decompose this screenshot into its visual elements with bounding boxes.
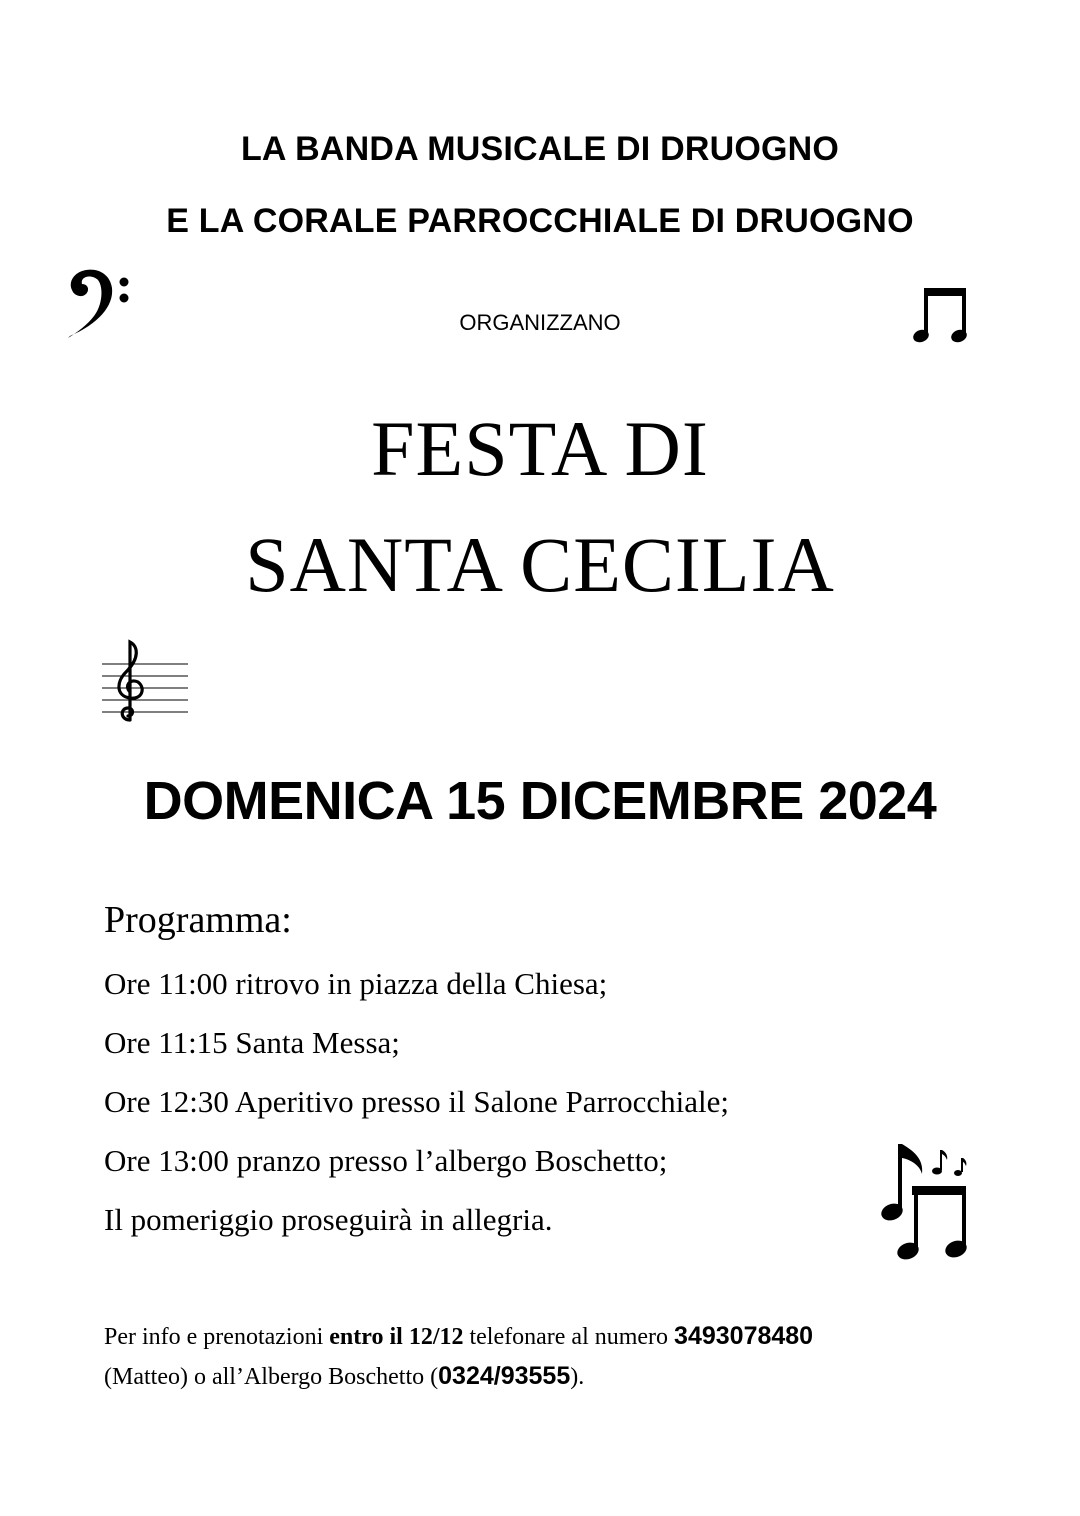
program-item: Il pomeriggio proseguirà in allegria. (104, 1202, 553, 1237)
event-date: DOMENICA 15 DICEMBRE 2024 (143, 771, 937, 831)
program-item: Ore 11:00 ritrovo in piazza della Chiesa; (104, 966, 608, 1001)
treble-clef-staff-icon (100, 636, 190, 726)
info-text: Per info e prenotazioni (104, 1324, 330, 1350)
info-deadline: entro il 12/12 (329, 1324, 464, 1350)
info-text: (Matteo) o all’Albergo Boschetto ( (104, 1364, 439, 1390)
beamed-eighth-notes-icon (910, 284, 972, 346)
program-item: Ore 11:15 Santa Messa; (104, 1025, 400, 1060)
program-heading: Programma: (104, 899, 292, 941)
organizer-line-2: E LA CORALE PARROCCHIALE DI DRUOGNO (166, 202, 914, 240)
organizer-line-1: LA BANDA MUSICALE DI DRUOGNO (240, 130, 840, 168)
info-text: telefonare al numero (463, 1324, 675, 1350)
info-line-1 (104, 1322, 813, 1351)
program-item: Ore 13:00 pranzo presso l’albergo Boschetto; (104, 1143, 668, 1178)
bass-clef-icon (64, 266, 134, 342)
event-title-line-1: FESTA DI (371, 405, 709, 492)
phone-number-albergo: 0324/93555 (438, 1362, 571, 1390)
info-text: ). (570, 1364, 585, 1390)
program-item: Ore 12:30 Aperitivo presso il Salone Parrocchiale; (104, 1084, 730, 1119)
organizzano-label: ORGANIZZANO (459, 310, 621, 335)
music-notes-cluster-icon (872, 1138, 972, 1264)
event-title-line-2: SANTA CECILIA (245, 521, 835, 608)
phone-number-matteo: 3493078480 (674, 1322, 814, 1350)
info-line-2 (104, 1362, 584, 1391)
